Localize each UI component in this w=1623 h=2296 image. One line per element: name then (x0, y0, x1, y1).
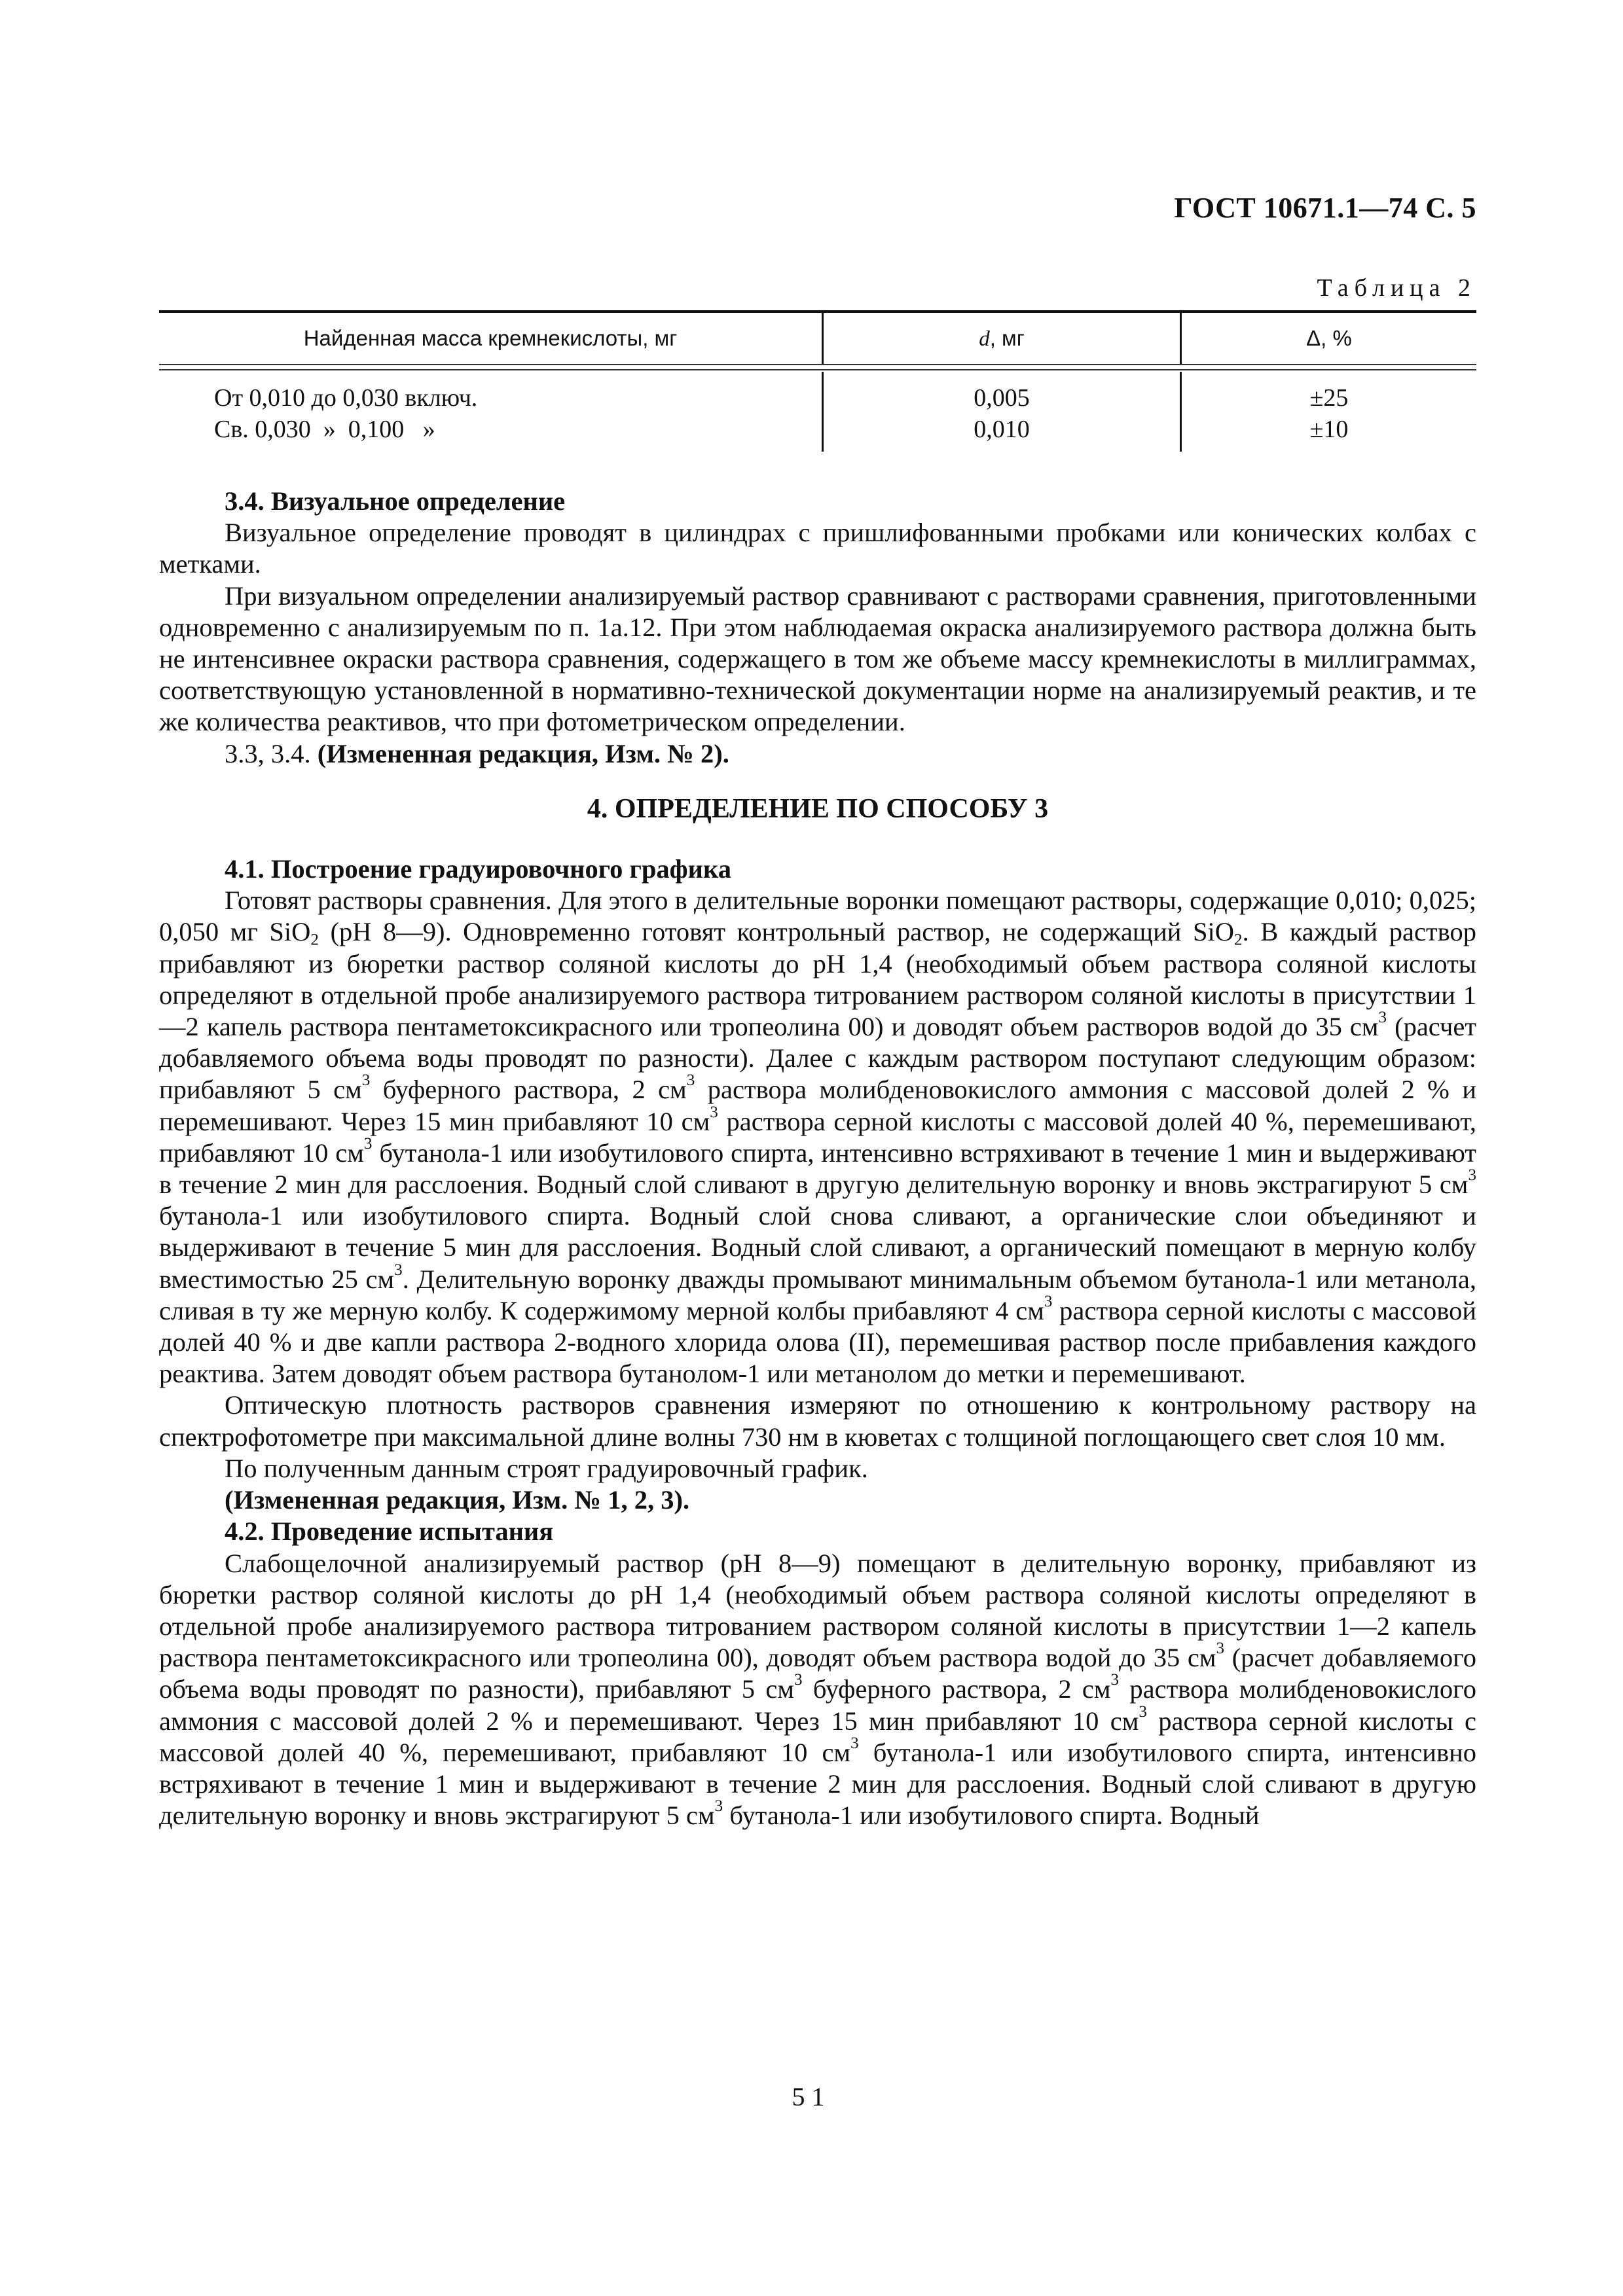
superscript: 3 (1110, 1671, 1120, 1689)
table-cell: Св. 0,030 » 0,100 » (214, 416, 435, 443)
paragraph (159, 1548, 1476, 1832)
superscript: 3 (850, 1734, 859, 1752)
text-run: бутанола-1 или изобутилового спирта, интенсивно встряхивают в течение 1 мин и выдерживают в течение 2 мин для расслоения. Водный слой сливают в другую делительную воронку и вновь экстрагируют 5 см (159, 1138, 1477, 1200)
superscript: 3 (710, 1103, 718, 1121)
text-run: раствора молибденовокислого аммония с массовой долей 2 % и перемешивают. Через 15 мин прибавляют 10 см (159, 1674, 1476, 1736)
text-run: раствора серной кислоты с массовой долей 40 % и две капли раствора 2-водного хлорида олова (II), перемешивая раствор после прибавления каждого реактива. Затем доводят объем раствора бутанолом-1 или метанолом до метки и перемешивают. (159, 1295, 1476, 1389)
superscript: 3 (394, 1261, 403, 1279)
paragraph: Оптическую плотность растворов сравнения измеряют по отношению к контрольному раствору на спектрофотометре при максимальной длине волны 730 нм в кюветах с толщиной поглощающего свет слоя 10 мм. (159, 1390, 1476, 1452)
text-run: (расчет добавляемого объема воды проводят по разности). Далее с каждым раствором поступают следующим образом: прибавляют 5 см (159, 1012, 1477, 1105)
text-run: раствора серной кислоты с массовой долей 40 %, перемешивают, прибавляют 10 см (159, 1106, 1477, 1168)
paragraph: Визуальное определение проводят в цилиндрах с пришлифованными пробками или конических колбах с метками. (159, 518, 1476, 579)
text-run: Готовят растворы сравнения. Для этого в делительные воронки помещают растворы, содержащие 0,010; 0,025; 0,050 мг SiO (159, 886, 1476, 947)
superscript: 3 (1378, 1008, 1387, 1026)
text-run: буферного раствора, 2 см (802, 1674, 1111, 1704)
superscript: 3 (686, 1071, 695, 1090)
text-run: буферного раствора, 2 см (370, 1075, 687, 1105)
body-text (159, 486, 1476, 1831)
note-prefix: 3.3, 3.4. (225, 738, 318, 768)
d-unit: , мг (989, 326, 1025, 350)
table-column-mass (159, 372, 822, 452)
section-3-4-title: 3.4. Визуальное определение (225, 486, 566, 516)
section-4-2-title: 4.2. Проведение испытания (225, 1516, 554, 1547)
text-run: раствора молибденовокислого аммония с массовой долей 2 % и перемешивают. Через 15 мин прибавляют 10 см (159, 1075, 1476, 1136)
text-run: (pH 8—9). Одновременно готовят контрольный раствор, не содержащий SiO (318, 917, 1234, 947)
table-column-d (822, 372, 1180, 452)
table-cell: ±10 (1309, 416, 1349, 443)
text-run: раствора серной кислоты с массовой долей 40 %, перемешивают, прибавляют 10 см (159, 1706, 1476, 1767)
table-caption: Таблица 2 (1317, 274, 1476, 302)
text-run: Слабощелочной анализируемый раствор (pH 8—9) помещают в делительную воронку, прибавляют из бюретки раствор соляной кислоты до pH 1,4 (необходимый объем раствора соляной кислоты определяют в отдельной пробе анализируемого раствора титрованием раствором соляной кислоты в присутствии 1—2 капель раствора пентаметоксикрасного или тропеолина 00), доводят объем раствора водой до 35 см (159, 1548, 1476, 1673)
text-run: (расчет добавляемого объема воды проводят по разности), прибавляют 5 см (159, 1643, 1476, 1704)
table-cell: От 0,010 до 0,030 включ. (214, 384, 478, 412)
table-cell: 0,010 (974, 416, 1030, 443)
table-cell: 0,005 (974, 384, 1030, 412)
paragraph (159, 885, 1476, 1390)
superscript: 3 (1044, 1292, 1053, 1310)
table-header-row (159, 313, 1476, 365)
data-table (159, 310, 1476, 452)
amendment-note: (Измененная редакция, Изм. № 1, 2, 3). (225, 1485, 690, 1515)
paragraph: При визуальном определении анализируемый раствор сравнивают с растворами сравнения, приготовленными одновременно с анализируемым по п. 1а.12. При этом наблюдаемая окраска анализируемого раствора должна быть не интенсивнее окраски раствора сравнения, содержащего в том же объеме массу кремнекислоты в миллиграммах, соответствующую установленной в нормативно-технической документации норме на анализируемый реактив, и те же количества реактивов, что при фотометрическом определении. (159, 581, 1476, 737)
text-run: бутанола-1 или изобутилового спирта, интенсивно встряхивают в течение 1 мин и выдерживают в течение 2 мин для расслоения. Водный слой сливают в другую делительную воронку и вновь экстрагируют 5 см (159, 1737, 1476, 1831)
page-header: ГОСТ 10671.1—74 С. 5 (1174, 192, 1476, 224)
table-body (159, 372, 1476, 452)
superscript: 3 (361, 1071, 371, 1090)
d-symbol: d (979, 327, 990, 351)
table-header-cell: Δ, % (1180, 313, 1476, 364)
subscript: 2 (310, 931, 319, 949)
note-bold: (Измененная редакция, Изм. № 2). (317, 738, 729, 768)
superscript: 3 (793, 1671, 803, 1689)
page-number: 51 (792, 2082, 831, 2111)
table-column-delta (1180, 372, 1476, 452)
table-header-cell (822, 313, 1180, 364)
section-4-title: 4. ОПРЕДЕЛЕНИЕ ПО СПОСОБУ 3 (587, 793, 1049, 824)
table-header-cell: Найденная масса кремнекислоты, мг (303, 326, 678, 350)
superscript: 3 (363, 1134, 373, 1153)
superscript: 3 (1468, 1166, 1476, 1184)
text-run: бутанола-1 или изобутилового спирта. Водный (723, 1801, 1260, 1831)
superscript: 3 (1216, 1640, 1225, 1658)
paragraph: По полученным данным строят градуировочный график. (225, 1453, 868, 1483)
subscript: 2 (1234, 931, 1243, 949)
superscript: 3 (714, 1797, 723, 1816)
text-run: . В каждый раствор прибавляют из бюретки раствор соляной кислоты до pH 1,4 (необходимый объем раствора соляной кислоты определяют в отдельной пробе анализируемого раствора титрованием раствором соляной кислоты в присутствии 1—2 капель раствора пентаметоксикрасного или тропеолина 00) и доводят объем растворов водой до 35 см (159, 917, 1476, 1042)
amendment-note (159, 738, 1476, 770)
text-run: бутанола-1 или изобутилового спирта. Водный слой снова сливают, а органические слои объединяют и выдерживают в течение 5 мин для расслоения. Водный слой сливают, а органический помещают в мерную колбу вместимостью 25 см (159, 1201, 1476, 1294)
section-4-1-title: 4.1. Построение градуировочного графика (225, 854, 731, 884)
text-run: . Делительную воронку дважды промывают минимальным объемом бутанола-1 или метанола, сливая в ту же мерную колбу. К содержимому мерной колбы прибавляют 4 см (159, 1264, 1476, 1325)
superscript: 3 (1139, 1702, 1147, 1721)
table-cell: ±25 (1309, 384, 1349, 412)
